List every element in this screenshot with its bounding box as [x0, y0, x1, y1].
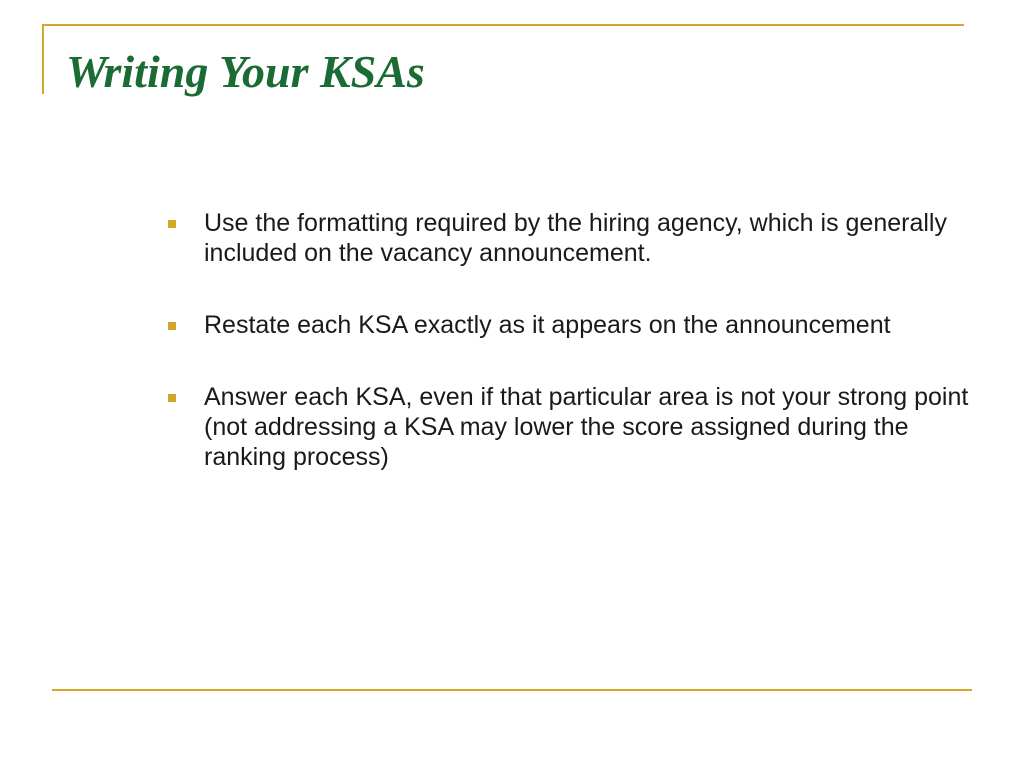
square-bullet-icon	[168, 220, 176, 228]
frame-left-rule	[42, 24, 44, 94]
square-bullet-icon	[168, 394, 176, 402]
bullet-item-formatting	[164, 208, 974, 268]
bullet-list	[164, 208, 974, 514]
bullet-text: Answer each KSA, even if that particular area is not your strong point (not addressing a KSA may lower the score assigned during the ranking process)	[204, 383, 969, 471]
bullet-item-answer	[164, 382, 974, 472]
square-bullet-icon	[168, 322, 176, 330]
frame-top-rule	[42, 24, 964, 26]
frame-bottom-rule	[52, 689, 972, 691]
bullet-text: Use the formatting required by the hiring agency, which is generally included on the vacancy announcement.	[204, 209, 947, 267]
bullet-item-restate	[164, 310, 974, 340]
slide-title: Writing Your KSAs	[66, 46, 425, 97]
bullet-text: Restate each KSA exactly as it appears on the announcement	[204, 311, 891, 339]
